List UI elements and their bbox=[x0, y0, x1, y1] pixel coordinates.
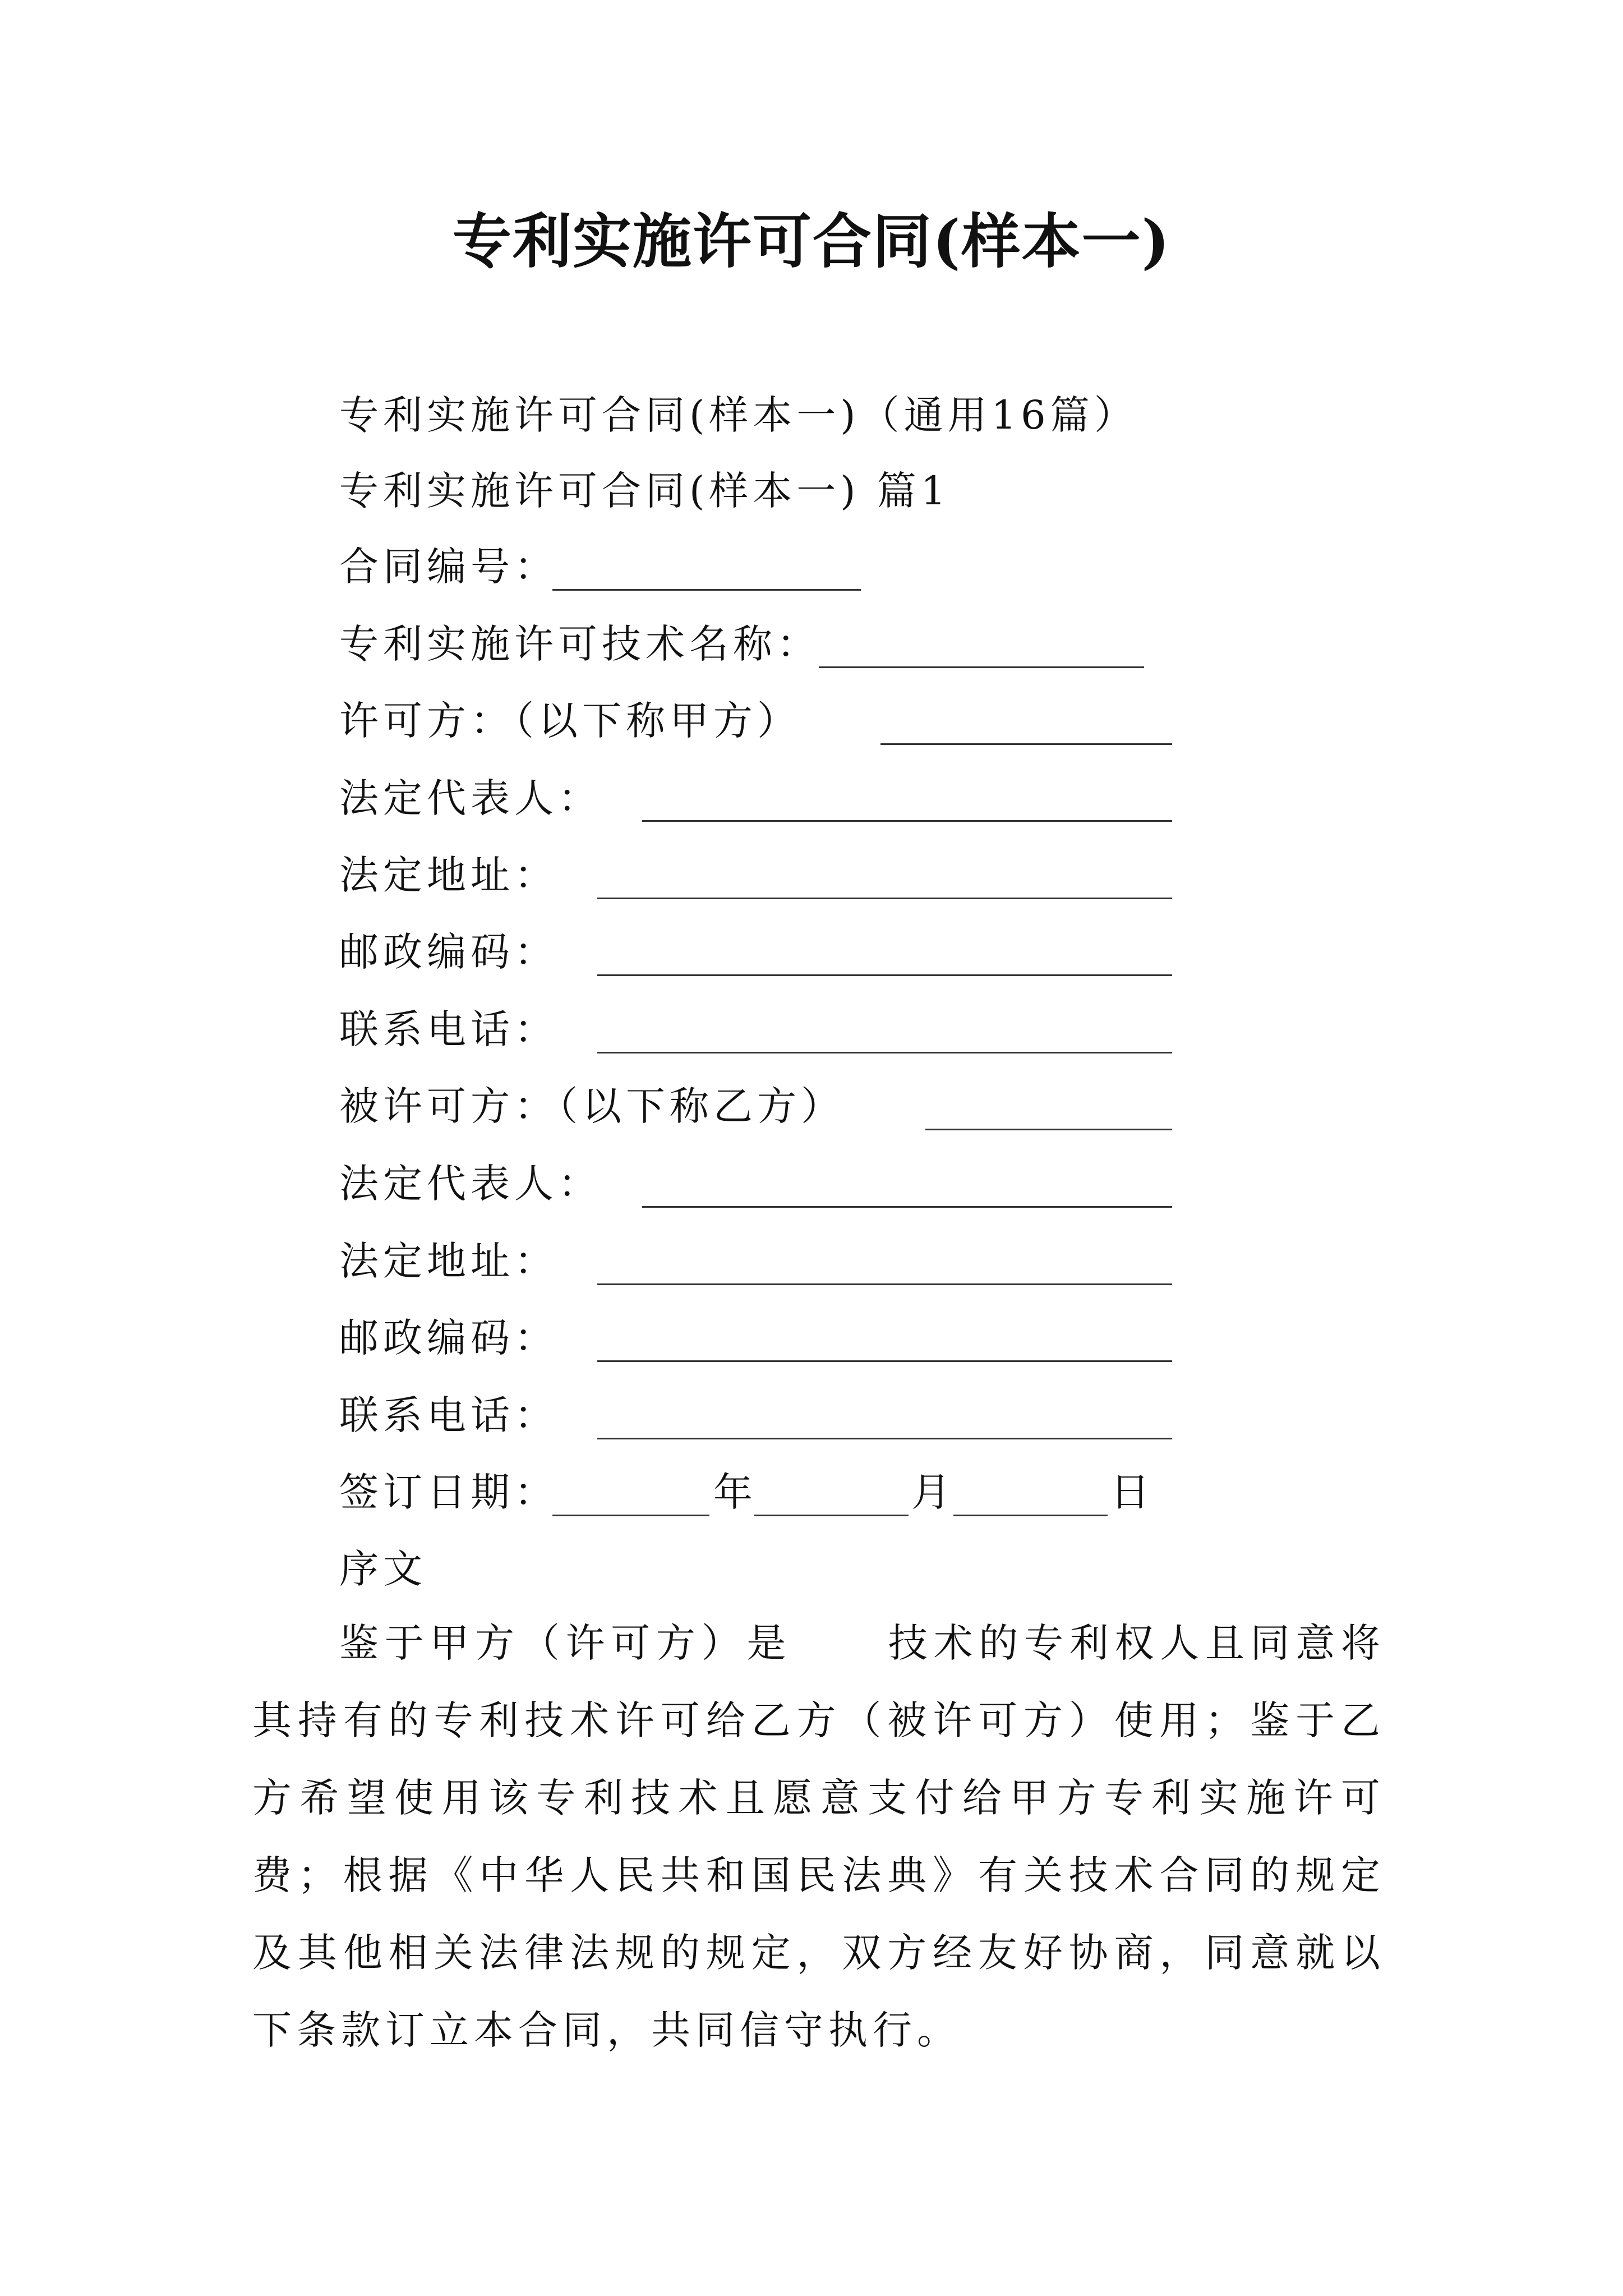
subtitle: 专利实施许可合同(样本一)（通用16篇） bbox=[339, 392, 1138, 438]
licensor-label: 许可方：（以下称甲方） bbox=[339, 698, 801, 744]
licensor-blank[interactable] bbox=[880, 743, 1172, 745]
b-addr-label: 法定地址： bbox=[339, 1238, 558, 1284]
year-label: 年 bbox=[713, 1469, 757, 1515]
preface-heading: 序文 bbox=[339, 1546, 427, 1592]
a-addr-label: 法定地址： bbox=[339, 852, 558, 898]
b-rep-blank[interactable] bbox=[642, 1206, 1172, 1208]
a-addr-blank[interactable] bbox=[597, 898, 1172, 899]
b-rep-label: 法定代表人： bbox=[339, 1161, 602, 1207]
tech-name-blank[interactable] bbox=[819, 666, 1144, 668]
sign-date-label: 签订日期： bbox=[339, 1469, 558, 1515]
day-blank[interactable] bbox=[953, 1515, 1108, 1516]
month-blank[interactable] bbox=[754, 1515, 909, 1516]
licensee-blank[interactable] bbox=[925, 1129, 1172, 1130]
year-blank[interactable] bbox=[552, 1515, 709, 1516]
contract-no-label: 合同编号： bbox=[339, 544, 558, 590]
preface-part1: 鉴于甲方（许可方）是 bbox=[339, 1620, 792, 1666]
b-phone-label: 联系电话： bbox=[339, 1392, 558, 1438]
tech-name-label: 专利实施许可技术名称： bbox=[339, 621, 820, 667]
a-phone-label: 联系电话： bbox=[339, 1006, 558, 1052]
document-title: 专利实施许可合同(样本一) bbox=[452, 206, 1171, 276]
preface-paragraph bbox=[252, 1604, 1385, 2069]
licensee-label: 被许可方：（以下称乙方） bbox=[339, 1083, 845, 1129]
a-post-blank[interactable] bbox=[597, 974, 1172, 976]
a-rep-label: 法定代表人： bbox=[339, 775, 602, 821]
a-post-label: 邮政编码： bbox=[339, 929, 558, 975]
a-rep-blank[interactable] bbox=[642, 820, 1172, 822]
a-phone-blank[interactable] bbox=[597, 1052, 1172, 1053]
b-post-label: 邮政编码： bbox=[339, 1315, 558, 1361]
month-label: 月 bbox=[911, 1469, 955, 1515]
b-addr-blank[interactable] bbox=[597, 1283, 1172, 1285]
preface-part2: 技术的专利权人且同意将其持有的专利技术许可给乙方（被许可方）使用；鉴于乙方希望使用该专利技术且愿意支付给甲方专利实施许可费；根据《中华人民共和国民法典》有关技术合同的规定及其他相关法律法规的规定，双方经友好协商，同意就以下条款订立本合同，共同信守执行。 bbox=[252, 1620, 1386, 2053]
day-label: 日 bbox=[1110, 1469, 1154, 1515]
section-heading: 专利实施许可合同(样本一) 篇1 bbox=[339, 468, 951, 514]
b-post-blank[interactable] bbox=[597, 1360, 1172, 1362]
b-phone-blank[interactable] bbox=[597, 1438, 1172, 1439]
contract-no-blank[interactable] bbox=[552, 589, 861, 591]
